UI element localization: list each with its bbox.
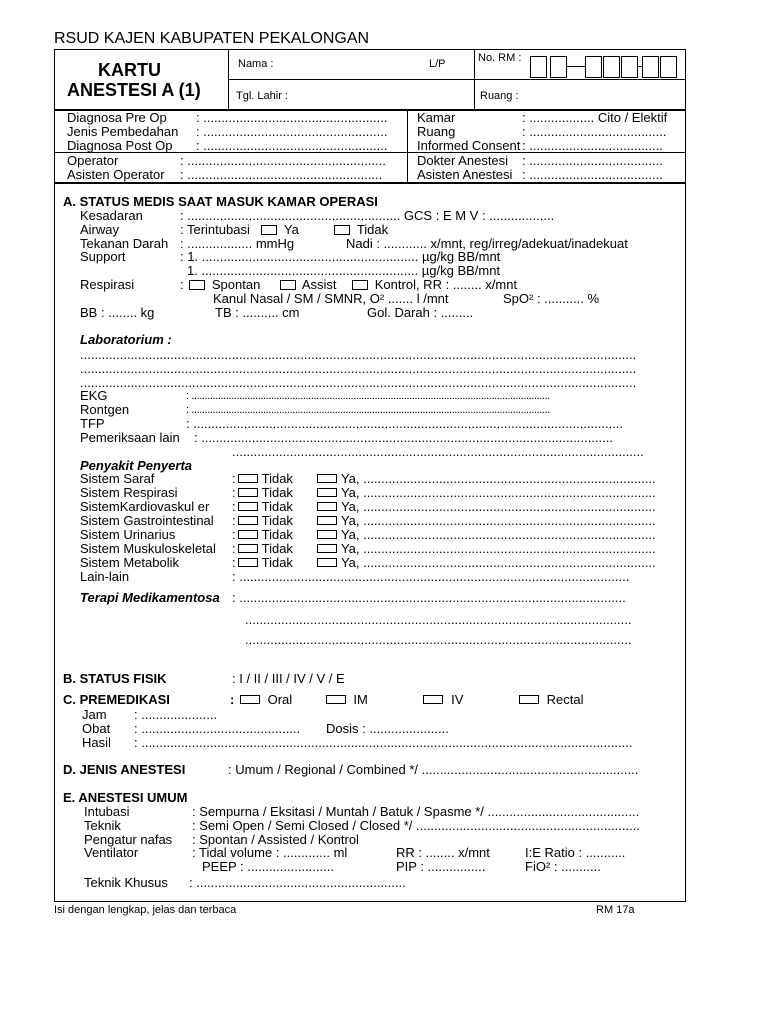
pemeriksaan-value[interactable]: : .................................................................................................................. — [194, 430, 613, 445]
obat-label: Obat — [82, 721, 111, 736]
tgl-lahir-label: Tgl. Lahir : — [236, 90, 288, 102]
ruang-value[interactable]: : ...................................... — [522, 124, 667, 139]
kamar-label: Kamar — [417, 110, 456, 125]
tidak-checkbox[interactable] — [238, 488, 258, 497]
form-title-line1: KARTU — [98, 60, 161, 80]
penyakit-title: Penyakit Penyerta — [80, 458, 193, 473]
ya-label[interactable]: Ya, ................................................................................. — [340, 555, 656, 570]
premedikasi-oral-checkbox[interactable] — [240, 695, 260, 704]
terapi-line-3[interactable]: ........................................................................................................... — [245, 632, 632, 647]
ya-checkbox[interactable] — [317, 516, 337, 525]
airway-ya-checkbox[interactable] — [261, 225, 277, 235]
lab-line-1[interactable]: .......................................................................................................................................................... — [80, 347, 637, 362]
respirasi-spontan-checkbox[interactable] — [189, 280, 205, 290]
form-code: RM 17a — [596, 904, 635, 916]
terapi-value[interactable]: : ........................................................................................................... — [232, 590, 626, 605]
ya-checkbox[interactable] — [317, 488, 337, 497]
ya-label[interactable]: Ya, ................................................................................. — [340, 541, 656, 556]
terapi-line-2[interactable]: ........................................................................................................... — [245, 612, 632, 627]
tidak-label: Tidak — [261, 485, 293, 500]
tidak-label: Tidak — [261, 513, 293, 528]
pengatur-nafas-value[interactable]: : Spontan / Assisted / Kontrol — [192, 832, 359, 847]
ya-checkbox[interactable] — [317, 474, 337, 483]
tb-value[interactable]: TB : .......... cm — [215, 305, 300, 320]
support-line-2[interactable]: 1. ............................................................ µg/kg BB/mnt — [187, 263, 501, 278]
premedikasi-oral-label: Oral — [267, 692, 293, 707]
tidak-label: Tidak — [261, 527, 293, 542]
diagnosa-post-label: Diagnosa Post Op — [67, 138, 173, 153]
rr-value[interactable]: RR : ........ x/mnt — [396, 845, 490, 860]
asisten-anestesi-label: Asisten Anestesi — [417, 167, 513, 182]
ya-checkbox[interactable] — [317, 558, 337, 567]
form-title-line2: ANESTESI A (1) — [67, 80, 201, 100]
airway-value: : Terintubasi — [180, 222, 250, 237]
premedikasi-rectal-checkbox[interactable] — [519, 695, 539, 704]
lp-label: L/P — [429, 58, 446, 70]
ya-checkbox[interactable] — [317, 502, 337, 511]
section-e-title: E. ANESTESI UMUM — [63, 790, 188, 805]
ya-label[interactable]: Ya, ................................................................................. — [340, 485, 656, 500]
lain-lain-value[interactable]: : ............................................................................................................ — [232, 569, 630, 584]
section-d-title: D. JENIS ANESTESI — [63, 762, 186, 777]
respirasi-assist-checkbox[interactable] — [280, 280, 296, 290]
no-rm-label: No. RM : — [478, 52, 522, 64]
asisten-anestesi-value[interactable]: : ..................................... — [522, 167, 663, 182]
spo2-value[interactable]: SpO² : ........... % — [503, 291, 600, 306]
premedikasi-options — [230, 693, 584, 707]
tidak-checkbox[interactable] — [238, 474, 258, 483]
dosis-value[interactable]: Dosis : ...................... — [326, 721, 449, 736]
asisten-operator-value[interactable]: : ...................................................... — [180, 167, 383, 182]
tidak-checkbox[interactable] — [238, 544, 258, 553]
informed-consent-label: Informed Consent — [417, 138, 521, 153]
penyakit-row: : Tidak Ya, ................................................................................. — [232, 527, 656, 542]
respirasi-row — [180, 278, 517, 292]
ventilator-label: Ventilator — [84, 845, 139, 860]
pengatur-nafas-label: Pengatur nafas — [84, 832, 173, 847]
tidak-label: Tidak — [261, 555, 293, 570]
airway-label: Airway — [80, 222, 120, 237]
penyakit-row: : Tidak Ya, ................................................................................. — [232, 485, 656, 500]
tidak-label: Tidak — [261, 471, 293, 486]
airway-row — [180, 223, 388, 237]
tidak-label: Tidak — [261, 499, 293, 514]
jenis-pembedahan-label: Jenis Pembedahan — [67, 124, 179, 139]
tidak-checkbox[interactable] — [238, 502, 258, 511]
airway-ya-label: Ya — [283, 222, 299, 237]
premedikasi-rectal-label: Rectal — [546, 692, 584, 707]
rontgen-label: Rontgen — [80, 402, 130, 417]
dokter-anestesi-value[interactable]: : ..................................... — [522, 153, 663, 168]
airway-tidak-label: Tidak — [356, 222, 389, 237]
diagnosa-pre-label: Diagnosa Pre Op — [67, 110, 167, 125]
premedikasi-iv-label: IV — [451, 692, 464, 707]
ya-checkbox[interactable] — [317, 544, 337, 553]
ya-checkbox[interactable] — [317, 530, 337, 539]
kesadaran-value[interactable]: : ........................................................... GCS : E M V : .................. — [180, 208, 555, 223]
premedikasi-iv-checkbox[interactable] — [423, 695, 443, 704]
informed-consent-value[interactable]: : ..................................... — [522, 138, 663, 153]
intubasi-label: Intubasi — [84, 804, 130, 819]
penyakit-label: Sistem Respirasi — [80, 485, 178, 500]
premedikasi-colon: : — [230, 692, 235, 707]
ruang-label: Ruang — [417, 124, 456, 139]
operator-value[interactable]: : ....................................................... — [180, 153, 386, 168]
hasil-value[interactable]: : ........................................................................................................................................ — [134, 735, 633, 750]
asisten-operator-label: Asisten Operator — [67, 167, 165, 182]
nama-label: Nama : — [238, 58, 274, 70]
diagnosa-post-value[interactable]: : ................................................... — [196, 138, 388, 153]
lain-lain-label: Lain-lain — [80, 569, 130, 584]
ekg-value[interactable]: : ....................................................................................................................................... — [186, 390, 550, 402]
penyakit-label: Sistem Muskuloskeletal — [80, 541, 216, 556]
lab-line-2[interactable]: .......................................................................................................................................................... — [80, 361, 637, 376]
respirasi-colon: : — [180, 277, 184, 292]
teknik-value[interactable]: : Semi Open / Semi Closed / Closed */ .............................................................. — [192, 818, 640, 833]
tfp-value[interactable]: : ....................................................................................................................... — [186, 416, 624, 431]
section-c-title: C. PREMEDIKASI — [63, 692, 170, 707]
airway-tidak-checkbox[interactable] — [334, 225, 350, 235]
tidak-checkbox[interactable] — [238, 558, 258, 567]
respirasi-assist-label: Assist — [301, 277, 337, 292]
intubasi-value[interactable]: : Sempurna / Eksitasi / Muntah / Batuk / Spasme */ .......................................... — [192, 804, 640, 819]
pip-value[interactable]: PIP : ................ — [396, 859, 486, 874]
tekanan-value[interactable]: : .................. mmHg — [180, 236, 295, 251]
jam-value[interactable]: : ..................... — [134, 707, 218, 722]
ekg-label: EKG — [80, 388, 108, 403]
status-fisik-value[interactable]: : I / II / III / IV / V / E — [232, 671, 345, 686]
support-line-1[interactable]: : 1. ............................................................ µg/kg BB/mnt — [180, 249, 501, 264]
penyakit-label: Sistem Saraf — [80, 471, 155, 486]
teknik-label: Teknik — [84, 818, 121, 833]
jam-label: Jam — [82, 707, 107, 722]
premedikasi-im-checkbox[interactable] — [326, 695, 346, 704]
penyakit-row: : Tidak Ya, ................................................................................. — [232, 499, 656, 514]
tfp-label: TFP — [80, 416, 105, 431]
respirasi-spontan-label: Spontan — [211, 277, 261, 292]
hospital-name: RSUD KAJEN KABUPATEN PEKALONGAN — [54, 30, 370, 47]
footer-note: Isi dengan lengkap, jelas dan terbaca — [54, 904, 237, 916]
teknik-khusus-value[interactable]: : .......................................................... — [189, 875, 406, 890]
operator-label: Operator — [67, 153, 119, 168]
lab-title: Laboratorium : — [80, 332, 172, 347]
teknik-khusus-label: Teknik Khusus — [84, 875, 168, 890]
peep-value[interactable]: PEEP : ........................ — [202, 859, 334, 874]
kamar-value[interactable]: : .................. Cito / Elektif — [522, 110, 668, 125]
ya-label[interactable]: Ya, ................................................................................. — [340, 499, 656, 514]
tidak-label: Tidak — [261, 541, 293, 556]
penyakit-row: : Tidak Ya, ................................................................................. — [232, 555, 656, 570]
penyakit-row: : Tidak Ya, ................................................................................. — [232, 513, 656, 528]
terapi-title: Terapi Medikamentosa — [80, 590, 220, 605]
respirasi-kontrol-checkbox[interactable] — [352, 280, 368, 290]
penyakit-label: Sistem Metabolik — [80, 555, 179, 570]
obat-value[interactable]: : ............................................ — [134, 721, 301, 736]
jenis-anestesi-value[interactable]: : Umum / Regional / Combined */ ............................................................ — [228, 762, 639, 777]
ie-ratio-value[interactable]: I:E Ratio : ........... — [525, 845, 626, 860]
diagnosa-pre-value[interactable]: : ................................................... — [196, 110, 388, 125]
section-b-title: B. STATUS FISIK — [63, 671, 167, 686]
penyakit-row: : Tidak Ya, ................................................................................. — [232, 471, 656, 486]
tidal-volume-value[interactable]: : Tidal volume : ............. ml — [192, 845, 348, 860]
tidak-checkbox[interactable] — [238, 530, 258, 539]
penyakit-label: Sistem Urinarius — [80, 527, 176, 542]
penyakit-label: Sistem Gastrointestinal — [80, 513, 214, 528]
kesadaran-label: Kesadaran — [80, 208, 143, 223]
tekanan-label: Tekanan Darah — [80, 236, 169, 251]
hasil-label: Hasil — [82, 735, 111, 750]
ruang-header-label: Ruang : — [480, 90, 519, 102]
ya-label[interactable]: Ya, ................................................................................. — [340, 527, 656, 542]
jenis-pembedahan-value[interactable]: : ................................................... — [196, 124, 388, 139]
pemeriksaan-label: Pemeriksaan lain — [80, 430, 180, 445]
kanul-value[interactable]: Kanul Nasal / SM / SMNR, O² ....... l /mnt — [213, 291, 449, 306]
gol-darah-value[interactable]: Gol. Darah : ......... — [367, 305, 474, 320]
tidak-checkbox[interactable] — [238, 516, 258, 525]
pemeriksaan-value-2[interactable]: .................................................................................................................. — [232, 444, 644, 459]
respirasi-label: Respirasi — [80, 277, 135, 292]
premedikasi-im-label: IM — [353, 692, 368, 707]
nadi-value[interactable]: Nadi : ............ x/mnt, reg/irreg/adekuat/inadekuat — [346, 236, 628, 251]
dokter-anestesi-label: Dokter Anestesi — [417, 153, 509, 168]
ya-label[interactable]: Ya, ................................................................................. — [340, 513, 656, 528]
rontgen-value[interactable]: : ....................................................................................................................................... — [186, 404, 550, 416]
penyakit-row: : Tidak Ya, ................................................................................. — [232, 541, 656, 556]
ya-label[interactable]: Ya, ................................................................................. — [340, 471, 656, 486]
penyakit-label: SistemKardiovaskul er — [80, 499, 210, 514]
lab-line-3[interactable]: .......................................................................................................................................................... — [80, 375, 637, 390]
fio2-value[interactable]: FiO² : ........... — [525, 859, 601, 874]
section-a-title: A. STATUS MEDIS SAAT MASUK KAMAR OPERASI — [63, 194, 378, 209]
support-label: Support — [80, 249, 126, 264]
bb-value[interactable]: BB : ........ kg — [80, 305, 155, 320]
respirasi-kontrol-label[interactable]: Kontrol, RR : ........ x/mnt — [374, 277, 518, 292]
